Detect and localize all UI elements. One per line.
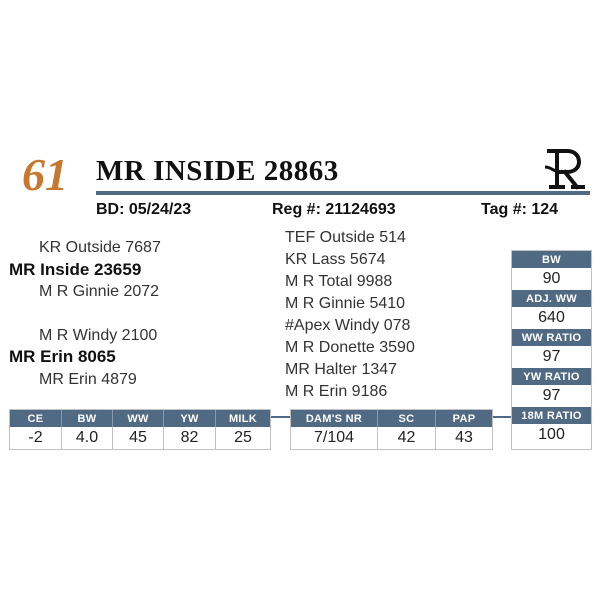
lot-number: 61 xyxy=(22,149,68,200)
epd-cell-ce xyxy=(10,410,62,449)
epd-value: 45 xyxy=(113,427,164,449)
dam-stat-value: 7/104 xyxy=(291,427,378,449)
pedigree-right-2: KR Lass 5674 xyxy=(285,251,386,268)
pedigree-dam-dam: MR Erin 4879 xyxy=(39,371,137,388)
epd-value: 4.0 xyxy=(62,427,113,449)
epd-value: 82 xyxy=(164,427,216,449)
pedigree-right-8: M R Erin 9186 xyxy=(285,383,388,400)
epd-label: MILK xyxy=(216,410,270,427)
r-brand-logo-icon xyxy=(543,147,587,191)
dam-stat-cell-nr xyxy=(291,410,378,449)
pedigree-right-6: M R Donette 3590 xyxy=(285,339,415,356)
epd-table xyxy=(9,409,271,450)
birth-date: BD: 05/24/23 xyxy=(96,201,192,218)
epd-label: WW xyxy=(113,410,164,427)
connector-line xyxy=(493,416,511,418)
pedigree-right-7: MR Halter 1347 xyxy=(285,361,398,378)
ratio-label-adj-ww: ADJ. WW xyxy=(512,290,591,307)
pedigree-right-5: #Apex Windy 078 xyxy=(285,317,411,334)
ratio-label-18m-ratio: 18M RATIO xyxy=(512,407,591,424)
ratio-value-adj-ww: 640 xyxy=(538,309,565,326)
connector-line xyxy=(271,416,290,418)
pedigree-right-4: M R Ginnie 5410 xyxy=(285,295,406,312)
epd-label: BW xyxy=(62,410,113,427)
dam-stat-value: 42 xyxy=(378,427,436,449)
dam-stats-table xyxy=(290,409,493,450)
dam-stat-label: PAP xyxy=(436,410,492,427)
pedigree-dam: MR Erin 8065 xyxy=(9,347,116,366)
pedigree-right-3: M R Total 9988 xyxy=(285,273,393,290)
ratio-value-ww-ratio: 97 xyxy=(542,348,561,365)
dam-stat-cell-pap xyxy=(436,410,492,449)
epd-cell-yw xyxy=(164,410,216,449)
pedigree-sire-dam: M R Ginnie 2072 xyxy=(39,283,160,300)
epd-label: CE xyxy=(10,410,62,427)
pedigree-sire-sire: KR Outside 7687 xyxy=(39,239,161,256)
dam-stat-label: SC xyxy=(378,410,436,427)
ratio-label-bw: BW xyxy=(512,251,591,268)
ratio-value-bw: 90 xyxy=(542,270,561,287)
ratio-value-yw-ratio: 97 xyxy=(542,387,561,404)
ratio-value-18m-ratio: 100 xyxy=(538,426,565,443)
pedigree-sire: MR Inside 23659 xyxy=(9,260,142,279)
epd-cell-milk xyxy=(216,410,270,449)
registration-number: Reg #: 21124693 xyxy=(272,201,396,218)
pedigree-dam-sire: M R Windy 2100 xyxy=(39,327,158,344)
epd-cell-ww xyxy=(113,410,164,449)
epd-label: YW xyxy=(164,410,216,427)
ratio-label-yw-ratio: YW RATIO xyxy=(512,368,591,385)
dam-stat-label: DAM'S NR xyxy=(291,410,378,427)
animal-name: MR INSIDE 28863 xyxy=(96,155,339,187)
header-divider xyxy=(96,191,590,195)
ratio-label-ww-ratio: WW RATIO xyxy=(512,329,591,346)
epd-cell-bw xyxy=(62,410,113,449)
dam-stat-value: 43 xyxy=(455,429,473,446)
pedigree-right-1: TEF Outside 514 xyxy=(285,229,406,246)
dam-stat-cell-sc xyxy=(378,410,436,449)
epd-value: -2 xyxy=(10,427,62,449)
ratio-panel xyxy=(511,250,592,450)
epd-value: 25 xyxy=(234,429,252,446)
tag-number: Tag #: 124 xyxy=(481,201,559,218)
